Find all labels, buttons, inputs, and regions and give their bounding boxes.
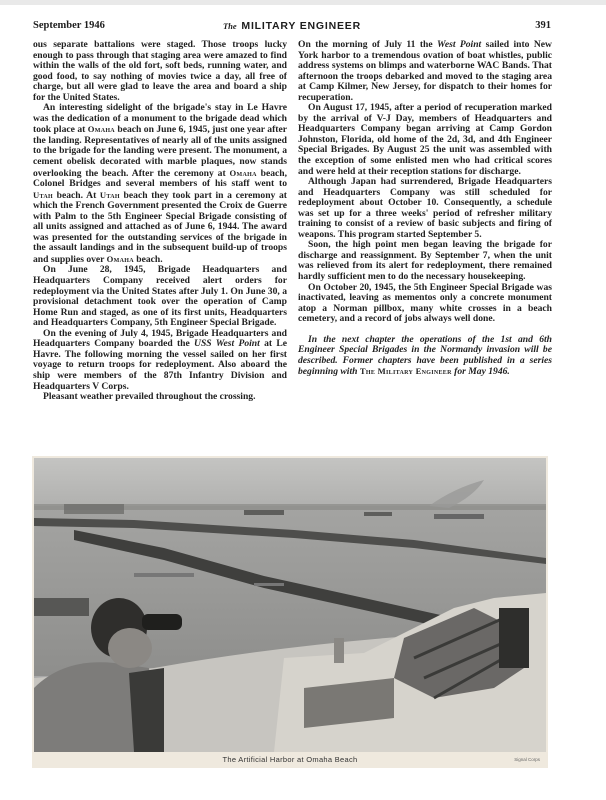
paragraph: ous separate battalions were staged. Those troops lucky enough to pass through that staging area were amazed to find within the walls of the old fort, soft beds, running water, and good food, to say nothing of movies twice a day, all free of charge, but all were glad to leave the area and board a ship for the United States. xyxy=(33,39,287,103)
masthead-prefix: The xyxy=(222,21,237,31)
paragraph: An interesting sidelight of the brigade's stay in Le Havre was the dedication of a monument to the brigade dead which took place at Omaha beach on June 6, 1945, just one year after the landing. Representatives of nearly all of the units assigned to the brigade for the landing were present. The monument, a cement obelisk decorated with marble plaques, now stands overlooking the beach. After the ceremony at Omaha beach, Colonel Bridges and several members of his staff went to Utah beach. At Utah beach they took part in a ceremony at which the French Government presented the Croix de Guerre with Palm to the 5th Engineer Special Brigade consisting of all units assigned and attached as of June 6, 1944. The award was presented for the outstanding services of the brigade in the assault landings and in the subsequent build-up of troops and supplies over Omaha beach. xyxy=(33,102,287,265)
ship-name: West Point xyxy=(437,39,482,50)
figure-caption: The Artificial Harbor at Omaha Beach xyxy=(222,755,358,764)
paragraph: On the evening of July 4, 1945, Brigade Headquarters and Headquarters Company boarded the USS West Point at Le Havre. The following morning the vessel sailed on her first voyage to return troops for redeployment. Also aboard the ship were members of the 87th Infantry Division and Headquarters V Corps. xyxy=(33,327,287,392)
paragraph: On August 17, 1945, after a period of recuperation marked by the arrival of V-J Day, members of Headquarters and Headquarters Company began arriving at Camp Gordon Johnston, Florida, old home of the 2d, 3d, and 4th Engineer Special Brigades. By August 25 the unit was assembled with the exception of some enlisted men who had critical scores and were held at their reception stations for discharge. xyxy=(298,102,552,177)
paragraph: Although Japan had surrendered, Brigade Headquarters and Headquarters Company was still scheduled for redeployment about October 10. Consequently, a schedule was set up for a three weeks' period of refresher military training to consist of a review of basic subjects and firing of weapons. This program started September 5. xyxy=(298,176,552,240)
masthead-title: MILITARY ENGINEER xyxy=(241,20,361,32)
right-column xyxy=(298,40,552,378)
editor-note: In the next chapter the operations of the 1st and 6th Engineer Special Brigades in the Normandy invasion will be described. Former chapters have been published in a series beginning with The Military Engineer for May 1946. xyxy=(298,333,552,378)
viewer-top-bar xyxy=(0,0,606,5)
masthead xyxy=(33,20,551,32)
paragraph: On the morning of July 11 the West Point sailed into New York harbor to a tremendous ovation of boat whistles, public address systems on blimps and waterborne WAC Bands. That afternoon the troops debarked and moved to the staging area at Camp Kilmer, New Jersey, for dispatch to their homes for recuperation. xyxy=(298,39,552,103)
page-header xyxy=(33,20,551,34)
photo-credit: Signal Corps xyxy=(514,757,540,762)
issue-date: September 1946 xyxy=(33,20,105,31)
left-column xyxy=(33,40,287,403)
paragraph: On June 28, 1945, Brigade Headquarters and Headquarters Company received alert orders for redeployment via the United States after July 1. On June 30, a provisional detachment took over the operation of Camp Home Run and staged, as one of its first units, Headquarters and Headquarters Company, 5th Engineer Special Brigade. xyxy=(33,264,287,329)
paragraph: Pleasant weather prevailed throughout the crossing. xyxy=(43,391,256,403)
figure xyxy=(32,456,548,768)
harbor-photo xyxy=(34,458,546,752)
photo-illustration xyxy=(34,458,546,752)
paragraph: On October 20, 1945, the 5th Engineer Special Brigade was inactivated, leaving as mementos only a concrete monument atop a Norman pillbox, many white crosses in a beach cemetery, and a record of jobs always well done. xyxy=(298,281,552,325)
journal-name: The Military Engineer xyxy=(359,366,452,377)
paragraph: Soon, the high point men began leaving the brigade for discharge and reassignment. By September 7, when the unit was relieved from its alert for redeployment, there remained hardly sufficient men to do the necessary housekeeping. xyxy=(298,239,552,283)
page-number: 391 xyxy=(535,20,551,31)
ship-name: USS West Point xyxy=(194,338,260,350)
caption-strip xyxy=(32,752,548,768)
